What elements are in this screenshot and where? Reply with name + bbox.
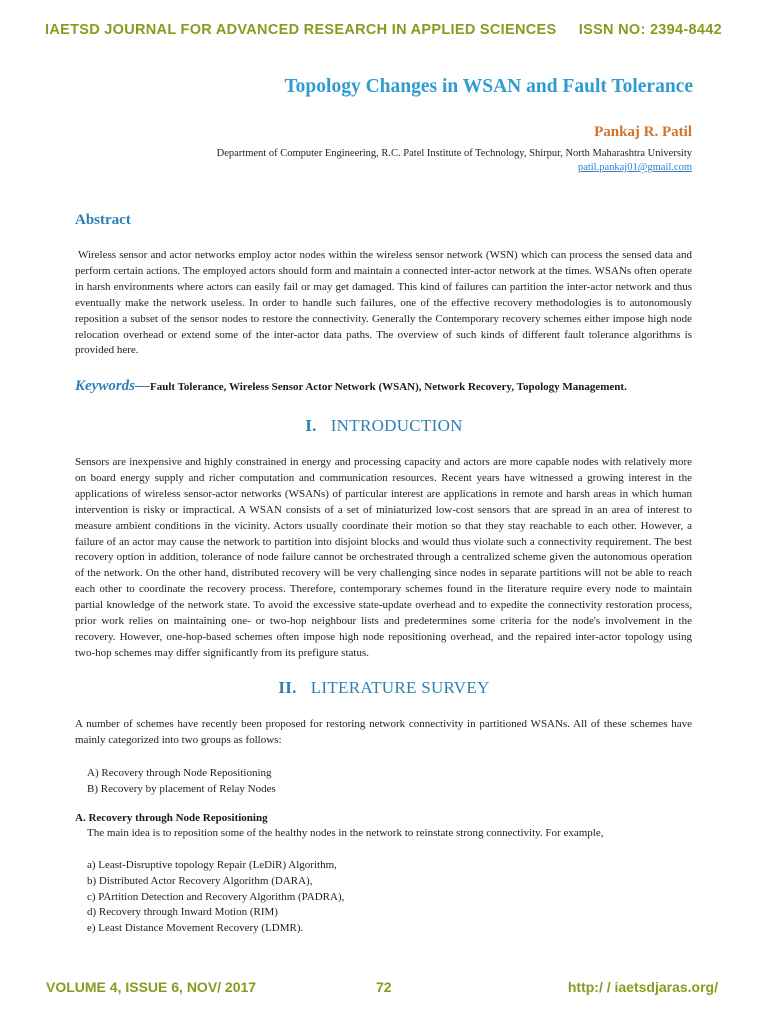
introduction-text: Sensors are inexpensive and highly constrained in energy and processing capacity and actors are more capable nodes with relatively more on board energy supply and richer computation and communication resources. Recent years have witnessed a growing interest in the applications of wireless sensor-actor networks (WSANs) of particular interest are applications in remote and harsh areas in which human intervention is risky or impractical. A WSAN consists of a set of miniaturized low-cost sensors that are spread in an area of interest to measure ambient conditions in the vicinity. Actors usually coordinate their motion so that they stay reachable to each other. However, a failure of an actor may cause the network to partition into disjoint blocks and would thus violate such a connectivity requirement. The best recovery option in addition, tolerance of node failure cannot be orchestrated through a centralized scheme given the autonomous operation of the network. On the other hand, distributed recovery will be very challenging since nodes in separate partitions will not be able to reach each other to coordinate the recovery process. Therefore, contemporary schemes found in the literature require every node to maintain partial knowledge of the network state. To avoid the excessive state-update overhead and to expedite the connectivity restoration process, prior work relies on maintaining one- or two-hop neighbour lists and predetermines some criteria for the node's involvement in the recovery. However, one-hop-based schemes often impose high node repositioning overhead, and the repaired inter-actor topology using two-hop schemes may differ significantly from its prefigure status. — [75, 456, 692, 659]
volume-issue: VOLUME 4, ISSUE 6, NOV/ 2017 — [46, 979, 257, 995]
author-affiliation: Department of Computer Engineering, R.C. Patel Institute of Technology, Shirpur, North Maharashtra University — [216, 148, 692, 159]
keywords-text: Fault Tolerance, Wireless Sensor Actor Network (WSAN), Network Recovery, Topology Management. — [150, 381, 627, 393]
subsection-heading: A. Recovery through Node Repositioning — [75, 812, 268, 824]
author-block — [217, 124, 692, 173]
author-email-link[interactable]: patil.pankaj01@gmail.com — [577, 162, 692, 173]
list-item: c) PArtition Detection and Recovery Algorithm (PADRA), — [87, 890, 345, 903]
keywords-label: Keywords— — [75, 378, 150, 394]
journal-url-link[interactable]: http:/ / iaetsdjaras.org/ — [567, 979, 718, 995]
section-title: INTRODUCTION — [330, 416, 463, 435]
section-number: I. — [305, 416, 317, 435]
author-name: Pankaj R. Patil — [594, 124, 692, 140]
list-item: b) Distributed Actor Recovery Algorithm (DARA), — [87, 874, 313, 887]
keywords-line — [75, 377, 627, 395]
issn-number: ISSN NO: 2394-8442 — [578, 22, 722, 38]
journal-name: IAETSD JOURNAL FOR ADVANCED RESEARCH IN APPLIED SCIENCES — [45, 22, 557, 38]
list-item: a) Least-Disruptive topology Repair (LeDiR) Algorithm, — [87, 859, 337, 871]
algorithm-list — [87, 858, 344, 937]
list-item: d) Recovery through Inward Motion (RIM) — [87, 906, 278, 919]
section-title: LITERATURE SURVEY — [310, 678, 490, 697]
literature-survey-text: A number of schemes have recently been proposed for restoring network connectivity in partitioned WSANs. All of these schemes have mainly categorized into two groups as follows: — [75, 718, 692, 746]
section-heading-introduction — [0, 416, 768, 436]
section-heading-literature-survey — [0, 678, 768, 698]
list-item: A) Recovery through Node Repositioning — [87, 767, 272, 779]
subsection-intro: The main idea is to reposition some of the healthy nodes in the network to reinstate strong connectivity. For example, — [87, 827, 604, 839]
recovery-groups-list — [87, 765, 276, 797]
list-item: e) Least Distance Movement Recovery (LDMR). — [87, 922, 304, 935]
abstract-text: Wireless sensor and actor networks employ actor nodes within the wireless sensor network (WSN) which can process the sensed data and perform certain actions. The employed actors should form and maintain a connected inter-actor network at the times. WSANs often operate in harsh environments where actors can easily fail or may get damaged. This kind of failures can partition the inter-actor network and thus eventually make the network useless. In order to handle such failures, one of the effective recovery methodologies is to autonomously reposition a subset of the sensor nodes to restore the connectivity. Generally the Contemporary recovery schemes either impose high node relocation overhead or extend some of the inter-actor data paths. The overview of such kinds of different fault tolerance algorithms is provided here. — [75, 249, 692, 357]
abstract-heading: Abstract — [75, 212, 131, 228]
paper-title: Topology Changes in WSAN and Fault Tolerance — [284, 76, 693, 97]
page-number: 72 — [376, 979, 392, 995]
list-item: B) Recovery by placement of Relay Nodes — [87, 783, 276, 795]
section-number: II. — [278, 678, 297, 697]
